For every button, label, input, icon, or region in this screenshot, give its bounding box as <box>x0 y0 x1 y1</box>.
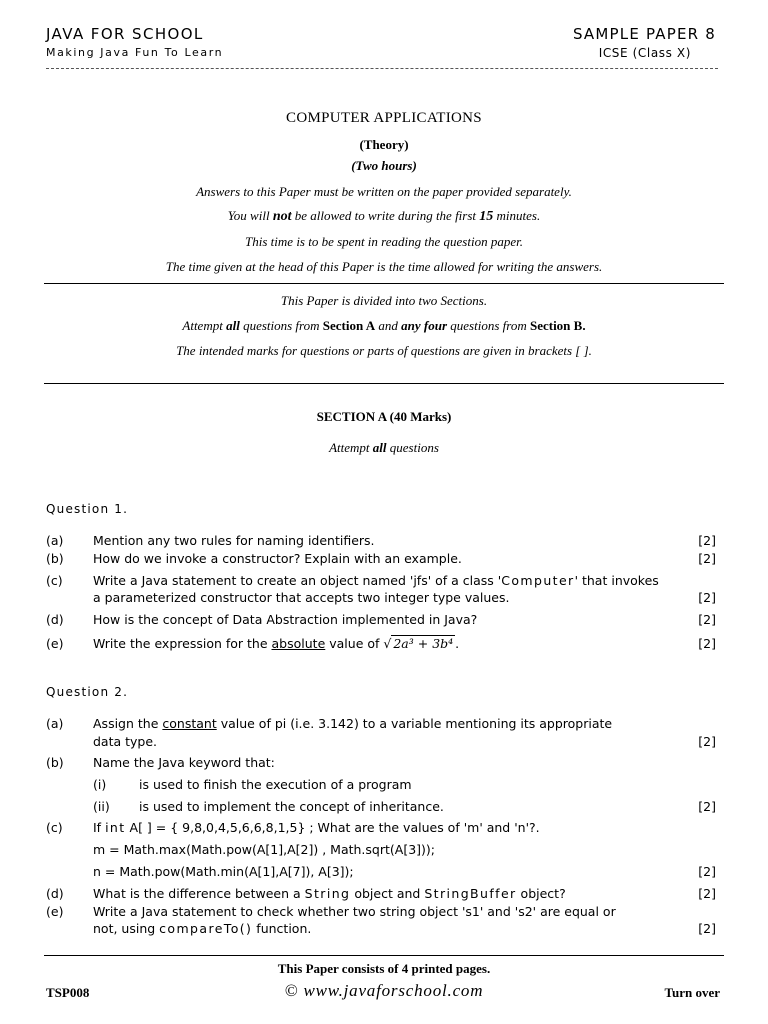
footer-code: TSP008 <box>46 985 90 1000</box>
rule-top <box>44 283 724 284</box>
q1-a-text: Mention any two rules for naming identifiers. <box>93 533 375 548</box>
subject-title: COMPUTER APPLICATIONS <box>286 110 482 126</box>
intro-line-3: This time is to be spent in reading the question paper. <box>245 234 523 249</box>
q1-c-text-2: a parameterized constructor that accepts two integer type values. <box>93 590 510 605</box>
question-1-heading: Question 1. <box>46 502 129 516</box>
intro-line-2: You will not be allowed to write during the first 15 minutes. <box>227 208 541 224</box>
q1-a-marks: [2] <box>698 533 716 548</box>
q1-b-label: (b) <box>46 551 64 566</box>
footer-website: © www.javaforschool.com <box>284 981 484 1000</box>
q2-d-text: What is the difference between a String object and StringBuffer object? <box>93 886 566 901</box>
section-a-title: SECTION A (40 Marks) <box>316 409 452 424</box>
footer-turn-over: Turn over <box>664 985 720 1000</box>
q2-b-i-text: is used to finish the execution of a program <box>139 777 412 792</box>
q1-c-label: (c) <box>46 573 63 588</box>
instruction-line-1: This Paper is divided into two Sections. <box>280 293 488 308</box>
q1-b-text: How do we invoke a constructor? Explain with an example. <box>93 551 462 566</box>
q2-c-code-line-1: m = Math.max(Math.pow(A[1],A[2]) , Math.sqrt(A[3])); <box>93 842 435 857</box>
paper-label: SAMPLE PAPER 8 <box>572 25 716 43</box>
q1-e-label: (e) <box>46 636 64 651</box>
q2-c-label: (c) <box>46 820 63 835</box>
q2-b-ii-text: is used to implement the concept of inheritance. <box>139 799 444 814</box>
header-title: JAVA FOR SCHOOL <box>46 25 204 43</box>
q1-d-marks: [2] <box>698 612 716 627</box>
question-2-heading: Question 2. <box>46 685 129 699</box>
class-label: ICSE (Class X) <box>598 46 691 60</box>
q2-e-marks: [2] <box>698 921 716 936</box>
paper-duration: (Two hours) <box>351 158 417 173</box>
q2-e-text-2: not, using compareTo() function. <box>93 921 312 936</box>
footer-rule <box>44 955 724 956</box>
intro-line-1: Answers to this Paper must be written on the paper provided separately. <box>196 184 572 199</box>
q2-e-text-1: Write a Java statement to check whether two string object 's1' and 's2' are equal or <box>93 904 616 919</box>
q2-a-label: (a) <box>46 716 64 731</box>
q2-c-code-line-2: n = Math.pow(Math.min(A[1],A[7]), A[3]); <box>93 864 354 879</box>
sqrt-expression: √ 2a³ + 3b⁴ <box>383 636 454 651</box>
instruction-line-2: Attempt all questions from Section A and any four questions from Section B. <box>182 318 586 333</box>
q1-c-marks: [2] <box>698 590 716 605</box>
q2-a-text-2: data type. <box>93 734 158 749</box>
q2-b-ii-label: (ii) <box>93 799 110 814</box>
q2-c-text: If int A[ ] = { 9,8,0,4,5,6,6,8,1,5} ; What are the values of 'm' and 'n'?. <box>93 820 540 835</box>
q2-e-label: (e) <box>46 904 64 919</box>
header-subtitle: Making Java Fun To Learn <box>46 46 224 59</box>
header-divider <box>46 68 718 69</box>
intro-line-4: The time given at the head of this Paper is the time allowed for writing the answers. <box>165 259 603 274</box>
q1-a-label: (a) <box>46 533 64 548</box>
q2-b-label: (b) <box>46 755 64 770</box>
section-a-attempt: Attempt all questions <box>329 440 439 455</box>
q2-b-text: Name the Java keyword that: <box>93 755 275 770</box>
footer-pages: This Paper consists of 4 printed pages. <box>277 961 491 976</box>
paper-type: (Theory) <box>359 137 409 152</box>
q2-a-text-1: Assign the constant value of pi (i.e. 3.142) to a variable mentioning its appropriate <box>93 716 613 731</box>
q2-d-marks: [2] <box>698 886 716 901</box>
q2-b-i-label: (i) <box>93 777 107 792</box>
q1-e-text: Write the expression for the absolute value of √ 2a³ + 3b⁴ . <box>93 636 460 651</box>
q1-e-marks: [2] <box>698 636 716 651</box>
q1-c-text-1: Write a Java statement to create an object named 'jfs' of a class 'Computer' that invokes <box>93 573 659 588</box>
q2-b-marks: [2] <box>698 799 716 814</box>
q2-c-marks: [2] <box>698 864 716 879</box>
q1-b-marks: [2] <box>698 551 716 566</box>
q1-d-text: How is the concept of Data Abstraction implemented in Java? <box>93 612 478 627</box>
q2-d-label: (d) <box>46 886 64 901</box>
q2-a-marks: [2] <box>698 734 716 749</box>
rule-bottom <box>44 383 724 384</box>
instruction-line-3: The intended marks for questions or parts of questions are given in brackets [ ]. <box>176 343 592 358</box>
q1-d-label: (d) <box>46 612 64 627</box>
